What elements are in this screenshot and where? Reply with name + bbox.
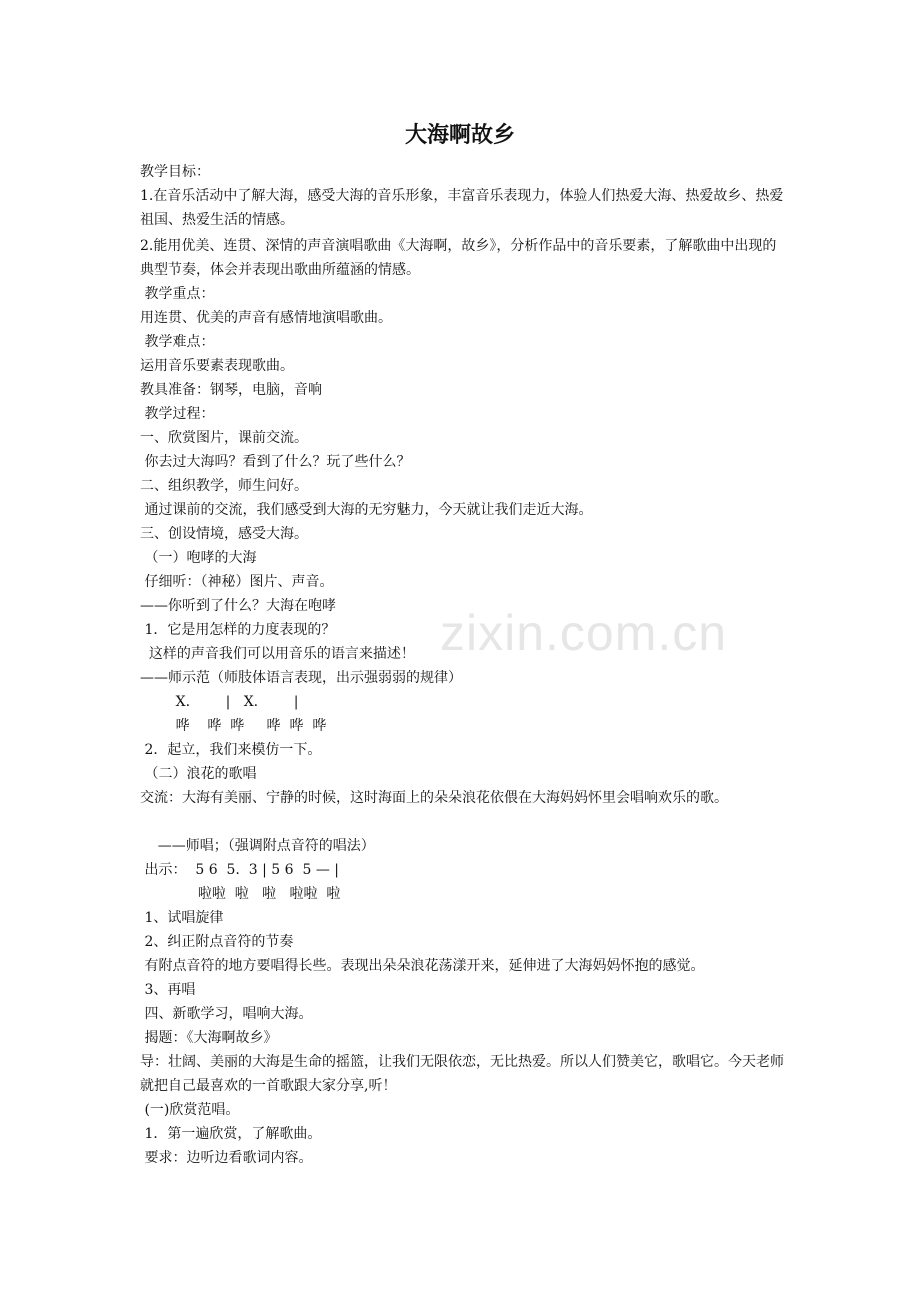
text-line: 这样的声音我们可以用音乐的语言来描述！ [140,646,415,662]
watermark: zixin.com.cn [440,605,728,661]
text-line: ——师示范（师肢体语言表现，出示强弱弱的规律） [140,670,462,686]
text-line: 二、组织教学，师生问好。 [140,478,308,494]
text-line: 有附点音符的地方要唱得长些。表现出朵朵浪花荡漾开来，延伸进了大海妈妈怀抱的感觉。 [140,958,705,974]
text-paragraph: 2.能用优美、连贯、深情的声音演唱歌曲《大海啊，故乡》，分析作品中的音乐要素，了解歌曲中出现的典型节奏，体会并表现出歌曲所蕴涵的情感。 [140,238,777,278]
text-line: 教学难点： [140,334,215,350]
melody-lyrics: 啦啦 啦 啦 啦啦 啦 [140,886,341,902]
text-line: 要求：边听边看歌词内容。 [140,1150,313,1166]
text-line: 教学目标： [140,164,210,180]
text-line: 四、新歌学习，唱响大海。 [140,1006,313,1022]
rhythm-notation: X. | X. | [140,694,299,710]
text-line: 2．起立，我们来模仿一下。 [140,742,322,758]
text-line: 教学过程： [140,406,215,422]
text-paragraph: 导：壮阔、美丽的大海是生命的摇篮，让我们无限依恋，无比热爱。所以人们赞美它，歌唱它。今天老师就把自己最喜欢的一首歌跟大家分享,听！ [140,1054,784,1094]
text-line: 用连贯、优美的声音有感情地演唱歌曲。 [140,310,392,326]
text-line: 揭题：《大海啊故乡》 [140,1030,278,1046]
text-line: 2、纠正附点音符的节奏 [140,934,294,950]
text-line: 教具准备：钢琴，电脑，音响 [140,382,322,398]
text-line: ——师唱；（强调附点音符的唱法） [140,838,375,854]
text-line: ——你听到了什么？大海在咆哮 [140,598,336,614]
text-line: 1．第一遍欣赏，了解歌曲。 [140,1126,322,1142]
text-line: 一、欣赏图片，课前交流。 [140,430,308,446]
text-line: 仔细听：（神秘）图片、声音。 [140,574,334,590]
text-line: (一)欣赏范唱。 [140,1102,240,1118]
text-line: 教学重点： [140,286,215,302]
text-line: 通过课前的交流，我们感受到大海的无穷魅力，今天就让我们走近大海。 [140,502,593,518]
text-line: 1、试唱旋律 [140,910,224,926]
text-line: 3、再唱 [140,982,196,998]
text-line: （一）咆哮的大海 [140,550,257,566]
text-line: 1．它是用怎样的力度表现的？ [140,622,336,638]
text-paragraph: 1.在音乐活动中了解大海，感受大海的音乐形象，丰富音乐表现力，体验人们热爱大海、热爱故乡、热爱祖国、热爱生活的情感。 [140,188,784,228]
melody-notation: 出示： 5 6 5. 3 | 5 6 5 — | [140,862,339,878]
document-title: 大海啊故乡 [404,123,515,148]
text-line: 三、创设情境，感受大海。 [140,526,308,542]
rhythm-syllables: 哗 哗 哗 哗 哗 哗 [140,718,327,734]
text-line: （二）浪花的歌唱 [140,766,257,782]
text-line: 你去过大海吗？看到了什么？玩了些什么？ [140,454,411,470]
text-paragraph: 交流：大海有美丽、宁静的时候，这时海面上的朵朵浪花依偎在大海妈妈怀里会唱响欢乐的歌。 [140,790,728,806]
text-line: 运用音乐要素表现歌曲。 [140,358,294,374]
